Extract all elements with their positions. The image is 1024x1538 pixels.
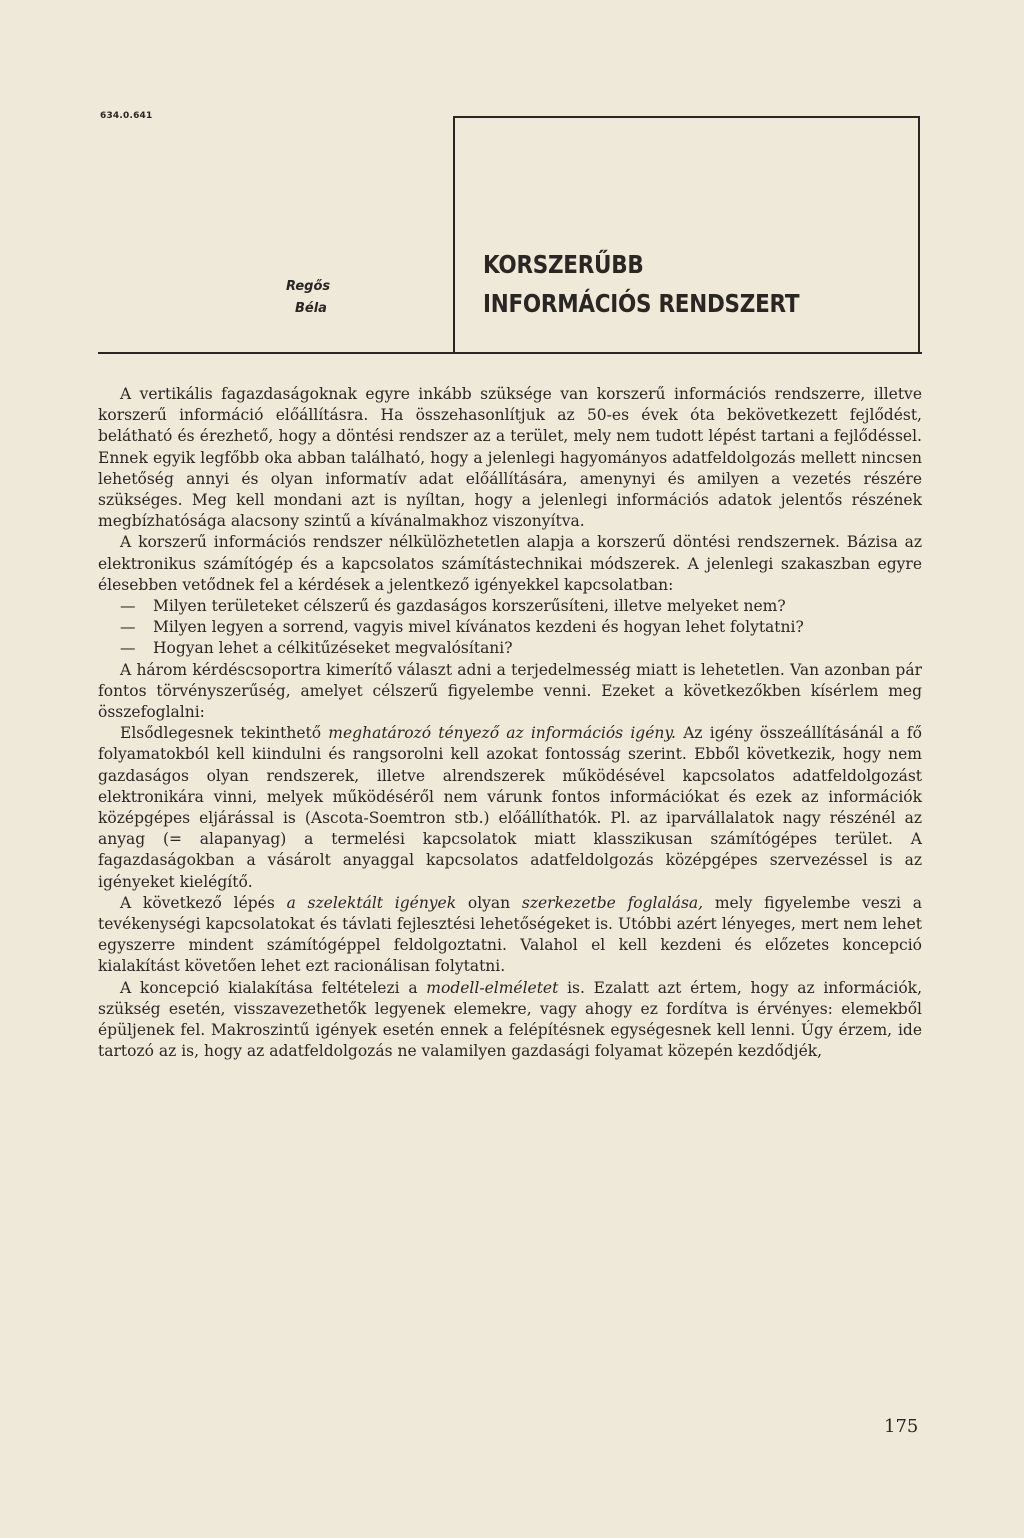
author-first-name: Regős — [286, 279, 331, 294]
paragraph-5: A következő lépés a szelektált igények olyan szerkezetbe foglalása, mely figyelembe veszi a tevékenységi kapcsolatokat és távlati fejlesztési lehetőségeket is. Utóbbi azért lényeges, mert nem lehet egyszerre mindent számítógéppel feldolgoztatni. Valahol el kell kezdeni és előzetes koncepció kialakítást követően lehet ezt racionálisan folytatni. — [98, 893, 922, 976]
paragraph-1: A vertikális fagazdaságoknak egyre inkább szüksége van korszerű információs rendszerre, illetve korszerű információ előállításra. Ha összehasonlítjuk az 50-es évek óta bekövetkezett fejlődést, belátható és érezhető, hogy a döntési rendszer az a terület, mely nem tudott lépést tartani a fejlődéssel. Ennek egyik legfőbb oka abban található, hogy a jelenlegi hagyományos adatfeldolgozás mellett nincsen lehetőség annyi és olyan informatív adat előállítására, amenynyi és amilyen a vezetés részére szükséges. Meg kell mondani azt is nyíltan, hogy a jelenlegi információs adatok jelentős részének megbízhatósága alacsony szintű a kívánalmakhoz viszonyítva. — [98, 385, 922, 531]
emphasis: a szelektált igények — [286, 893, 457, 912]
emphasis: meghatározó tényező az információs igény. — [328, 724, 676, 743]
question-list — [98, 596, 922, 660]
author-last-name: Béla — [295, 301, 327, 316]
header-rule — [98, 352, 922, 354]
emphasis: szerkezetbe foglalása, — [521, 893, 704, 912]
question-3: Hogyan lehet a célkitűzéseket megvalósítani? — [153, 639, 513, 658]
title-line-2: INFORMÁCIÓS RENDSZERT — [483, 289, 800, 318]
paragraph-2: A korszerű információs rendszer nélkülözhetetlen alapja a korszerű döntési rendszernek. Bázisa az elektronikus számítógép és a kapcsolatos számítástechnikai módszerek. A jelenlegi szakaszban egyre élesebben vetődnek fel a kérdések a jelentkező igényekkel kapcsolatban: — [98, 533, 922, 594]
title-line-1: KORSZERŰBB — [483, 250, 644, 279]
article-body — [98, 384, 922, 1063]
udc-classification: 634.0.641 — [100, 111, 153, 121]
list-item: — Hogyan lehet a célkitűzéseket megvalósítani? — [120, 639, 513, 658]
list-item: — Milyen területeket célszerű és gazdaságos korszerűsíteni, illetve melyeket nem? — [120, 597, 786, 616]
question-1: Milyen területeket célszerű és gazdaságos korszerűsíteni, illetve melyeket nem? — [153, 597, 786, 616]
paragraph-4: Elsődlegesnek tekinthető meghatározó tényező az információs igény. Az igény összeállításánál a fő folyamatokból kell kiindulni és rangsorolni kell azokat fontosság szerint. Ebből következik, hogy nem gazdaságos olyan rendszerek, illetve alrendszerek működésével kapcsolatos adatfeldolgozást elektronikára vinni, melyek működéséről nem várunk fontos információkat és ezek az információk középgépes eljárással is (Ascota-Soemtron stb.) előállíthatók. Pl. az iparvállalatok nagy részénél az anyag (= alapanyag) a termelési kapcsolatok miatt klasszikusan számítógépes terület. A fagazdaságokban a vásárolt anyaggal kapcsolatos adatfeldolgozás középgépes szervezéssel is az igényeket kielégítő. — [98, 724, 923, 891]
page-number: 175 — [884, 1416, 919, 1437]
question-2: Milyen legyen a sorrend, vagyis mivel kívánatos kezdeni és hogyan lehet folytatni? — [153, 618, 804, 637]
paragraph-6: A koncepció kialakítása feltételezi a modell-elméletet is. Ezalatt azt értem, hogy az információk, szükség esetén, visszavezethetők legyenek elemekre, vagy ahogy ez fordítva is érvényes: elemekből épüljenek fel. Makroszintű igények esetén ennek a felépítésnek egységesnek kell lenni. Úgy érzem, ide tartozó az is, hogy az adatfeldolgozás ne valamilyen gazdasági folyamat közepén kezdődjék, — [98, 978, 923, 1061]
emphasis: modell-elméletet — [426, 978, 559, 997]
article-title — [483, 245, 799, 323]
list-item: — Milyen legyen a sorrend, vagyis mivel kívánatos kezdeni és hogyan lehet folytatni? — [120, 618, 804, 637]
paragraph-3: A három kérdéscsoportra kimerítő választ adni a terjedelmesség miatt is lehetetlen. Van azonban pár fontos törvényszerűség, amelyet célszerű figyelembe venni. Ezeket a következőkben kísérlem meg összefoglalni: — [98, 660, 922, 722]
